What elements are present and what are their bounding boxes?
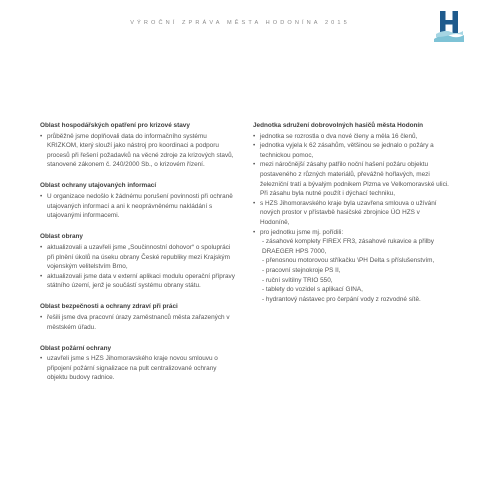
section-heading: Oblast ochrany utajovaných informací xyxy=(40,182,157,190)
section xyxy=(40,232,236,291)
bullet-item: • U organizace nedošlo k žádnému porušení povinnosti při ochraně utajovaných informací a ani k neoprávněnému nakládání s utajovanými informacemi. xyxy=(40,192,236,221)
sub-list-item: - zásahové komplety FIREX FR3, zásahové rukavice a přilby DRAEGER HPS 7000, xyxy=(262,238,434,255)
left-column xyxy=(40,121,236,395)
bullet-item: • uzavřeli jsme s HZS Jihomoravského kraje novou smlouvu o připojení požární signalizace na pult centralizované ochrany objektu budovy radnice. xyxy=(40,354,236,383)
section xyxy=(40,121,236,170)
section-heading: Jednotka sdružení dobrovolných hasičů města Hodonín xyxy=(253,122,424,129)
bullet-item: • řešili jsme dva pracovní úrazy zaměstnanců města zařazených v městském úřadu. xyxy=(40,313,236,332)
section-heading: Oblast bezpečnosti a ochrany zdraví při práci xyxy=(40,303,178,311)
section xyxy=(40,302,236,332)
report-header-title: VÝROČNÍ ZPRÁVA MĚSTA HODONÍNA 2015 xyxy=(130,20,350,26)
section xyxy=(40,344,236,383)
bullet-item: • pro jednotku jsme mj. pořídili: xyxy=(253,228,449,238)
bullet-item: • průběžně jsme doplňovali data do informačního systému KRIZKOM, který slouží jako nástroj pro koordinaci a podporu procesů při řešení požadavků na věcné zdroje za krizových stavů, stanovené zákonem č. 240/2000 Sb., o krizovém řízení. xyxy=(40,132,236,170)
right-column xyxy=(253,121,449,316)
sub-list-item: - hydrantový nástavec pro čerpání vody z rozvodné sítě. xyxy=(262,295,421,303)
section-heading: Oblast hospodářských opatření pro krizové stavy xyxy=(40,122,190,129)
bullet-item: • aktualizovali jsme data v externí aplikaci modulu operační přípravy státního území, jenž je součástí systému obrany státu. xyxy=(40,272,236,291)
sub-list-item: - tablety do vozidel s aplikací GINA, xyxy=(262,286,363,294)
bullet-item: • mezi náročnější zásahy patřilo noční hašení požáru objektu postaveného z různých materiálů, převážně hořlavých, mezi železniční tratí a bývalým podnikem Plzma ve Velkomoravské ulici. Při zásahu byla nutné použít i dýchací techniku, xyxy=(253,160,449,198)
section xyxy=(40,181,236,220)
sub-list-item: - ruční svítilny TRIO 550, xyxy=(262,276,333,284)
sub-list-item: - přenosnou motorovou stříkačku \PH Delta s příslušenstvím, xyxy=(262,257,435,265)
hodonin-logo xyxy=(433,8,465,42)
sub-list-item: - pracovní stejnokroje PS II, xyxy=(262,266,341,274)
bullet-item: • jednotka se rozrostla o dva nové členy a měla 16 členů, xyxy=(253,132,449,142)
bullet-item: • s HZS Jihomoravského kraje byla uzavřena smlouva o užívání nových prostor v přístavbě hasičské zbrojnice ÚO HZS v Hodoníně, xyxy=(253,199,449,228)
section-heading: Oblast obrany xyxy=(40,233,83,241)
section xyxy=(253,121,449,304)
bullet-item: • jednotka vyjela k 62 zásahům, většinou se jednalo o požáry a technickou pomoc, xyxy=(253,141,449,160)
section-heading: Oblast požární ochrany xyxy=(40,344,112,352)
bullet-item: • aktualizovali a uzavřeli jsme „Součinnostní dohovor“ o spolupráci při plnění úkolů na úseku obrany České republiky mezi Krajským vojenským velitelstvím Brno, xyxy=(40,243,236,272)
